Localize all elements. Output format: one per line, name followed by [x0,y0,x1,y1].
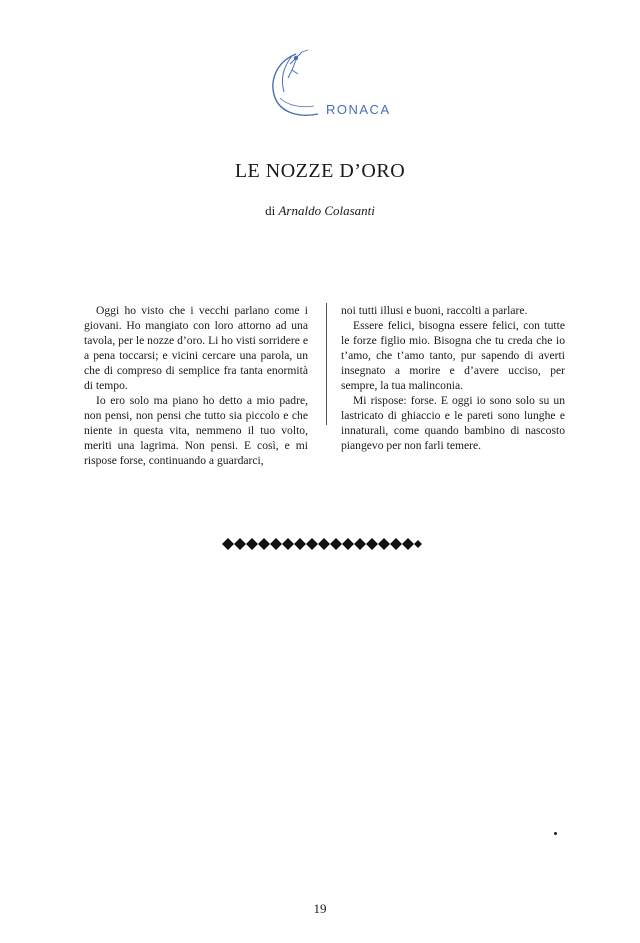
paragraph: Oggi ho visto che i vecchi parlano come i giovani. Ho mangiato con loro attorno ad una tavola, per le nozze d’oro. Li ho visti sorridere e a pena toccarsi; e vicini cercare una parola, un che di compreso di semplice fra tanta enormità di tempo. [84,304,308,392]
byline-prefix: di [265,203,276,218]
left-column [84,303,308,468]
paragraph: Mi rispose: forse. E oggi io sono solo su un lastricato di ghiaccio e le pareti sono lunghe e innaturali, come quando bambino di nascosto piangevo per non farli temere. [341,394,565,452]
section-logo [262,48,402,120]
byline [0,203,640,219]
page-number: 19 [313,901,327,916]
paragraph: noi tutti illusi e buoni, raccolti a parlare. [341,304,528,317]
cronaca-c-swimmer-icon [262,48,332,120]
right-column [341,303,565,453]
stray-mark [554,832,557,835]
author-name: Arnaldo Colasanti [278,203,375,218]
section-label: RONACA [326,102,391,117]
paragraph: Essere felici, bisogna essere felici, con tutte le forze figlio mio. Bisogna che tu creda che io t’amo, che t’amo tanto, pur sapendo di averti insegnato a morire e d’avere ucciso, per sempre, la tua malinconia. [341,319,565,392]
diamond-border-ornament-icon [222,537,422,549]
paragraph: Io ero solo ma piano ho detto a mio padre, non pensi, non pensi che tutto sia piccolo e che niente in questa vita, nemmeno il tuo volto, meriti una lagrima. Non pensi. E così, e mi rispose forse, continuando a guardarci, [84,394,308,467]
column-divider [326,303,327,425]
article-title: LE NOZZE D’ORO [234,160,406,182]
